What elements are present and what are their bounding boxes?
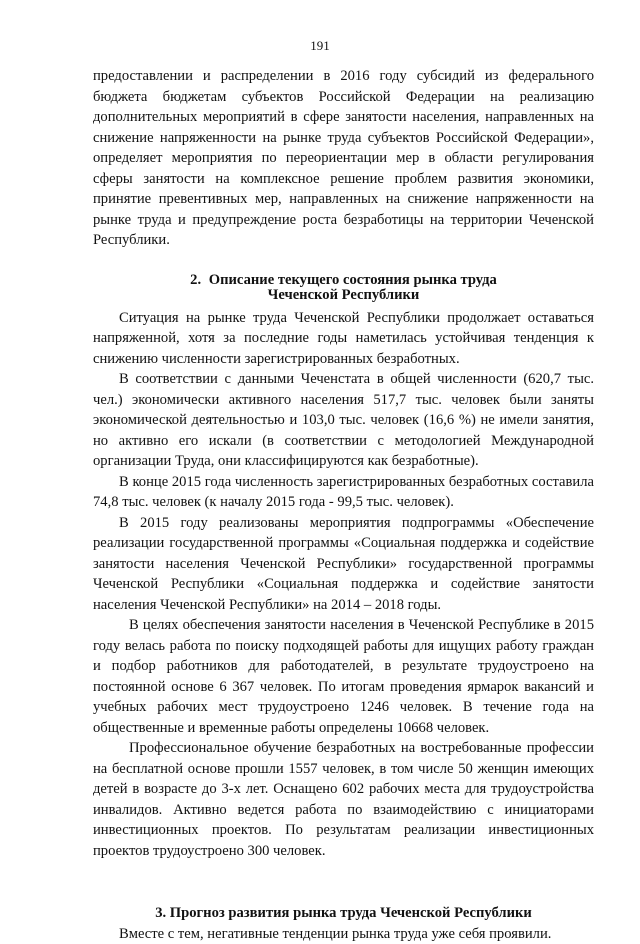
paragraph-training: Профессиональное обучение безработных на востребованные профессии на бесплатной основе прошли 1557 человек, в том числе 50 женщин имеющих детей в возрасте до 3-х лет. Оснащено 602 рабочих места для трудоустройства инвалидов. Активно ведется работа по взаимодействию с инициаторами инвестиционных проектов. По результатам реализации инвестиционных проектов трудоустроено 300 человек. bbox=[93, 738, 594, 861]
section-2-heading bbox=[93, 273, 594, 304]
section-3-heading: 3. Прогноз развития рынка труда Чеченской Республики bbox=[93, 903, 594, 924]
section-2-number: 2. bbox=[190, 272, 201, 288]
section-2-heading-line-1 bbox=[93, 273, 594, 289]
paragraph-negative-trends: Вместе с тем, негативные тенденции рынка труда уже себя проявили. bbox=[93, 924, 594, 944]
paragraph-intro-continuation: предоставлении и распределении в 2016 году субсидий из федерального бюджета бюджетам субъектов Российской Федерации на реализацию дополнительных мероприятий в сфере занятости населения, направленных на снижение напряженности на рынке труда субъектов Российской Федерации», определяет мероприятия по переориентации мер в области регулирования сферы занятости на комплексное решение проблем развития экономики, принятие превентивных мер, направленных на снижение напряженности на рынке труда и предупреждение роста безработицы на территории Чеченской Республики. bbox=[93, 66, 594, 251]
paragraph-statistics: В соответствии с данными Чеченстата в общей численности (620,7 тыс. чел.) экономически активного населения 517,7 тыс. человек были заняты экономической деятельностью и 103,0 тыс. человек (16,6 %) не имели занятия, но активно его искали (в соответствии с методологией Международной организации Труда, они классифицируются как безработные). bbox=[93, 369, 594, 472]
document-body bbox=[93, 66, 594, 944]
page-number: 191 bbox=[0, 38, 640, 54]
paragraph-subprogram: В 2015 году реализованы мероприятия подпрограммы «Обеспечение реализации государственной программы «Социальная поддержка и содействие занятости населения Чеченской Республики» государственной программы Чеченской Республики «Социальная поддержка и содействие занятости населения Чеченской Республики» на 2014 – 2018 годы. bbox=[93, 513, 594, 616]
section-2-title-line-2: Чеченской Республики bbox=[93, 288, 594, 304]
paragraph-registered-unemployed: В конце 2015 года численность зарегистрированных безработных составила 74,8 тыс. человек (к началу 2015 года - 99,5 тыс. человек). bbox=[93, 472, 594, 513]
paragraph-situation: Ситуация на рынке труда Чеченской Республики продолжает оставаться напряженной, хотя за последние годы наметилась устойчивая тенденция к снижению численности зарегистрированных безработных. bbox=[93, 308, 594, 370]
section-2-title-line-1: Описание текущего состояния рынка труда bbox=[209, 272, 497, 288]
paragraph-employment-work: В целях обеспечения занятости населения в Чеченской Республике в 2015 году велась работа по поиску подходящей работы для ищущих работу граждан и подбор работников для работодателей, в результате трудоустроено на постоянной основе 6 367 человек. По итогам проведения ярмарок вакансий и учебных рабочих мест трудоустроено 1246 человек. В течение года на общественные и временные работы определены 10668 человек. bbox=[93, 615, 594, 738]
